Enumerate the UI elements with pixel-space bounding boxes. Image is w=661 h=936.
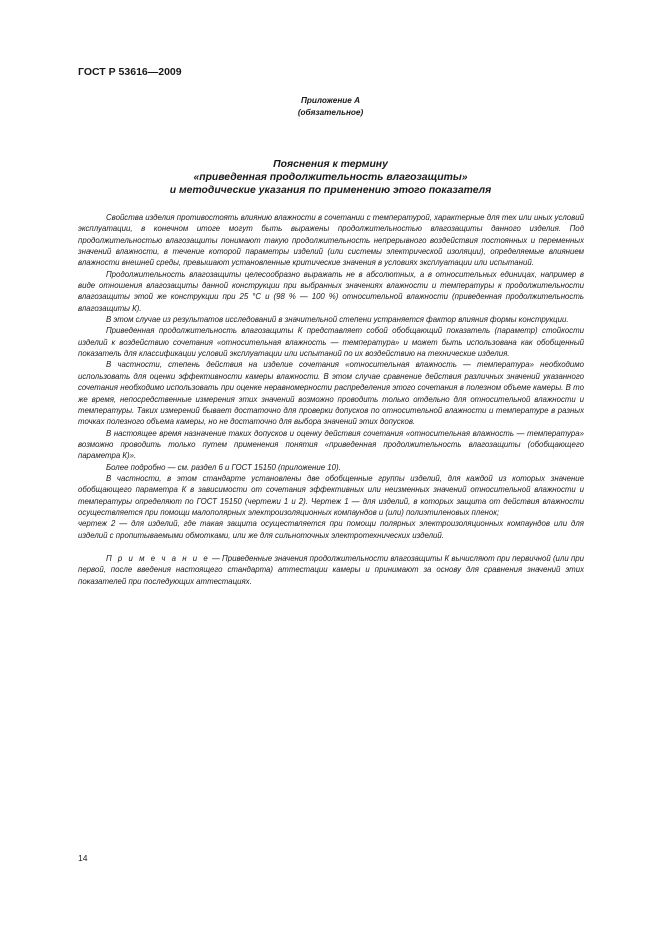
note xyxy=(78,553,584,587)
paragraph: Приведенная продолжительность влагозащиты К представляет собой обобщающий показатель (параметр) стойкости изделий к воздействию сочетания «относительная влажность — температура» и может быть использована как обобщенный показатель для классификации условий эксплуатации или испытаний по их воздействию на технические изделия. xyxy=(78,326,584,359)
body-text xyxy=(78,212,584,587)
paragraph: В частности, степень действия на изделие сочетания «относительная влажность — температура» необходимо использовать для оценки эффективности камеры влажности. В этом случае сравнение действия различных значений указанного сочетания необходимо использовать при оценке неравномерности распределения этого сочетания в полезном объеме камеры. В то же время, непосредственные измерения этих значений возможно проводить только отдельно для относительной влажности и температуры. Таких измерений бывает достаточно для проверки допусков по относительной влажности и температуре в разных точках полезного объема камеры, но не достаточно для выбора значений этих допусков. xyxy=(78,360,584,427)
document-id: ГОСТ Р 53616—2009 xyxy=(78,66,182,78)
paragraph: Свойства изделия противостоять влиянию влажности в сочетании с температурой, характерные для тех или иных условий эксплуатации, в конечном итоге могут быть выражены продолжительностью влагозащиты данного изделия. Под продолжительностью влагозащиты понимают такую продолжительность непрерывного воздействия постоянных и переменных значений влажности, в течение которой параметры изделий (или системы электрической изоляции), определяемые влиянием влажности внешней среды, превышают установленные критические значения в условиях эксплуатации или испытаний. xyxy=(78,213,584,268)
paragraph: В настоящее время назначение таких допусков и оценку действия сочетания «относительная влажность — температура» возможно проводить только путем применения понятия «приведенная продолжительность влагозащиты (обобщающего параметра К)». xyxy=(78,428,584,461)
paragraph: В этом случае из результатов исследований в значительной степени устраняется фактор влияния формы конструкции. xyxy=(106,315,569,325)
title-line-1: Пояснения к термину xyxy=(273,159,388,170)
note-text: — Приведенные значения продолжительности влагозащиты К вычисляют при первичной (или при первой, после введения настоящего стандарта) аттестации камеры и принимают за основу для сравнения значений этих показателей при последующих аттестациях. xyxy=(78,553,584,586)
annex-name: Приложение А xyxy=(300,96,361,105)
paragraph: Более подробно — см. раздел 6 и ГОСТ 15150 (приложение 10). xyxy=(106,462,341,472)
page-number: 14 xyxy=(78,853,88,863)
annex-status: (обязательное) xyxy=(297,108,364,117)
section-title xyxy=(0,158,661,197)
title-line-2: «приведенная продолжительность влагозащиты» xyxy=(193,172,468,183)
paragraph: чертеж 2 — для изделий, где такая защита осуществляется при помощи полярных электроизоляционных компаундов или для изделий с пропитываемыми обмотками, или же для сильноточных электротехнических изделий. xyxy=(78,519,584,540)
title-line-3: и методические указания по применению этого показателя xyxy=(169,185,492,196)
note-label: П р и м е ч а н и е xyxy=(106,553,210,563)
paragraph: В частности, в этом стандарте установлены две обобщенные группы изделий, для каждой из которых значение обобщающего параметра К в зависимости от сочетания эффективных или неизменных значений относительной влажности и температуры определяют по ГОСТ 15150 (чертежи 1 и 2). Чертеж 1 — для изделий, в которых защита от действия влажности осуществляется при помощи малополярных электроизоляционных компаундов и (или) полиэтиленовых пленок; xyxy=(78,473,584,517)
paragraph: Продолжительность влагозащиты целесообразно выражать не в абсолютных, а в относительных единицах, например в виде отношения влагозащиты данной конструкции при выбранных значениях влажности и температуры к продолжительности влагозащиты этой же конструкции при 25 °С и (98 % — 100 %) относительной влажности (приведенная продолжительность влагозащиты К). xyxy=(78,269,584,313)
